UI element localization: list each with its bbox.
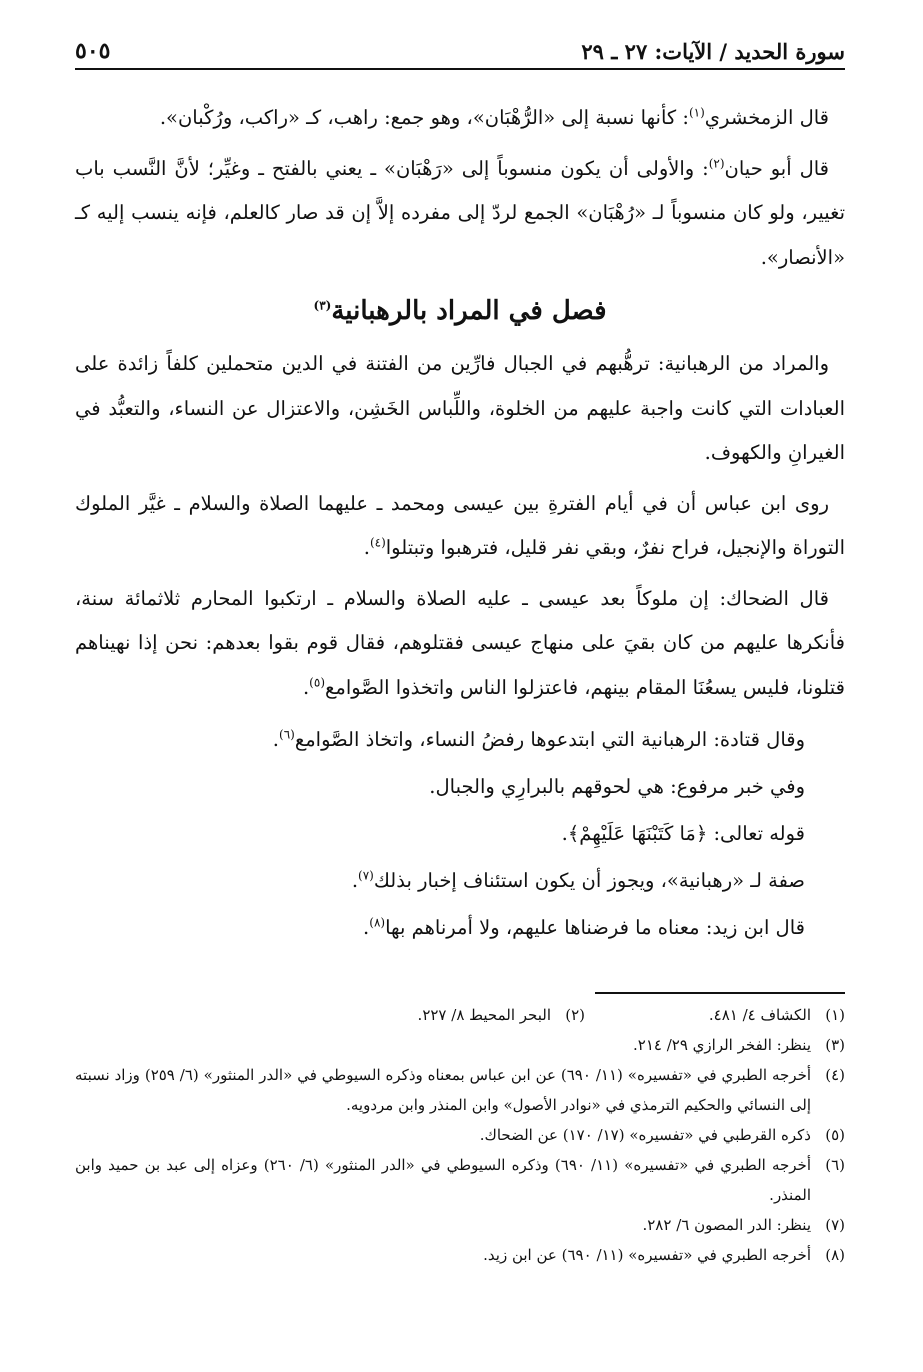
footnote-3 [75,1030,845,1060]
footnote-ref: (١) [688,105,705,120]
paragraph-quran-verse [75,810,805,857]
footnote-ref: (٣) [313,298,332,313]
main-text [75,96,845,951]
footnote-8 [75,1240,845,1270]
paragraph-text: . [272,728,279,751]
footnote-text: البحر المحيط ٨/ ٢٢٧. [417,1006,551,1024]
paragraph-text: قال أبو حيان [724,156,829,180]
running-header [75,30,845,70]
footnote-2 [325,1000,585,1030]
footnote-text: الكشاف ٤/ ٤٨١. [708,1006,811,1024]
paragraph-abu-hayyan [75,147,845,281]
paragraph-text: وفي خبر مرفوع: هي لحوقهم بالبرارِي والجبال. [429,775,805,798]
paragraph-text: . [351,869,359,892]
footnote-text: ينظر: الدر المصون ٦/ ٢٨٢. [642,1216,811,1234]
surah-title: سورة الحديد / الآيات: ٢٧ ـ ٢٩ [581,39,845,64]
section-heading [75,286,845,336]
paragraph-sifa [75,857,805,904]
paragraph-text: قال الزمخشري [704,106,829,129]
footnote-number: (٢) [565,1006,585,1024]
footnote-text: أخرجه الطبري في «تفسيره» (١١/ ٦٩٠) عن ابن زيد. [483,1246,811,1264]
footnote-number: (٦) [825,1156,845,1174]
paragraph-text: قال ابن زيد: معناه ما فرضناها عليهم، ولا أمرناهم بها [385,916,805,939]
footnote-ref: (٨) [369,915,386,930]
paragraph-ibn-zayd [75,904,805,951]
footnote-text: ينظر: الفخر الرازي ٢٩/ ٢١٤. [633,1036,811,1054]
footnote-number: (٨) [825,1246,845,1264]
footnote-5 [75,1120,845,1150]
paragraph-text: وقال قتادة: الرهبانية التي ابتدعوها رفضُ النساء، واتخاذ الصَّوامع [294,728,805,751]
paragraph-ibn-abbas [75,482,845,571]
footnote-ref: (٧) [358,868,374,883]
paragraph-text: . [363,536,370,559]
footnote-text: أخرجه الطبري في «تفسيره» (١١/ ٦٩٠) وذكره السيوطي في «الدر المنثور» (٦/ ٢٦٠) وعزاه إلى عبد بن حميد وابن المنذر. [75,1156,811,1204]
footnote-1 [585,1000,845,1030]
paragraph-marfu [75,763,805,810]
footnote-text: ذكره القرطبي في «تفسيره» (١٧/ ١٧٠) عن الضحاك. [479,1126,811,1144]
paragraph-text: . [363,916,370,939]
paragraph-text: والمراد من الرهبانية: ترهُّبهم في الجبال فارِّين من الفتنة في الدين متحملين كلفاً زائدة على العبادات التي كانت واجبة عليهم من الخلوة، واللِّباس الخَشِن، والاعتزال عن النساء، والتعبُّد في الغيرانِ والكهوف. [75,352,845,464]
footnote-ref: (٢) [708,156,725,170]
paragraph-text: قوله تعالى: ﴿مَا كَتَبْنَهَا عَلَيْهِمْ﴾. [561,822,805,845]
paragraph-definition [75,342,845,476]
footnote-6 [75,1150,845,1210]
paragraph-zamakhshari [75,96,845,141]
footnote-ref: (٤) [369,535,386,550]
paragraph-qatada [75,716,805,763]
footnote-ref: (٦) [279,727,295,742]
page-number: ٥٠٥ [75,38,111,64]
paragraph-text: : كأنها نسبة إلى «الرُّهْبَان»، وهو جمع: راهب، كـ «راكب، ورُكْبان». [159,106,689,129]
footnote-number: (٧) [825,1216,845,1234]
paragraph-text: صفة لـ «رهبانية»، ويجوز أن يكون استئناف إخبار بذلك [373,869,805,892]
footnote-separator [595,992,845,994]
footnote-4 [75,1060,845,1120]
footnote-7 [75,1210,845,1240]
paragraph-dahhak [75,577,845,711]
footnotes [75,1000,845,1270]
footnote-text: أخرجه الطبري في «تفسيره» (١١/ ٦٩٠) عن ابن عباس بمعناه وذكره السيوطي في «الدر المنثور» (٦/ ٢٥٩) وزاد نسبته إلى النسائي والحكيم الترمذي في «نوادر الأصول» وابن المنذر وابن مردويه. [75,1066,812,1114]
footnote-number: (٣) [825,1036,845,1054]
footnote-ref: (٥) [309,675,325,689]
footnote-number: (١) [825,1006,845,1024]
paragraph-text: روى ابن عباس أن في أيام الفترةِ بين عيسى ومحمد ـ عليهما الصلاة والسلام ـ غيَّر الملوك التوراة والإنجيل، فراح نفرٌ، وبقي نفر قليل، فترهبوا وتبتلوا [75,491,845,559]
footnote-row [75,1000,845,1030]
paragraph-text: . [302,675,310,699]
paragraph-text: قال الضحاك: إن ملوكاً بعد عيسى ـ عليه الصلاة والسلام ـ ارتكبوا المحارم ثلاثمائة سنة، فأنكرها عليهم من كان بقيَ على منهاج عيسى فقتلوهم، فقال قوم بقوا بعدهم: نحن إذا نهيناهم قتلونا، فليس يسعُنَا المقام بينهم، فاعتزلوا الناس واتخذوا الصَّوامع [75,586,845,699]
footnote-number: (٤) [825,1066,845,1084]
footnote-number: (٥) [825,1126,845,1144]
paragraph-text: : والأولى أن يكون منسوباً إلى «رَهْبَان» ـ يعني بالفتح ـ وغيِّر؛ لأنَّ النَّسب باب تغيير، ولو كان منسوباً لـ «رُهْبَان» الجمع لردّ إلى مفرده إلاَّ إن قد صار كالعلم، فإنه ينسب إليه كـ «الأنصار». [75,156,845,269]
heading-text: فصل في المراد بالرهبانية [331,296,607,326]
